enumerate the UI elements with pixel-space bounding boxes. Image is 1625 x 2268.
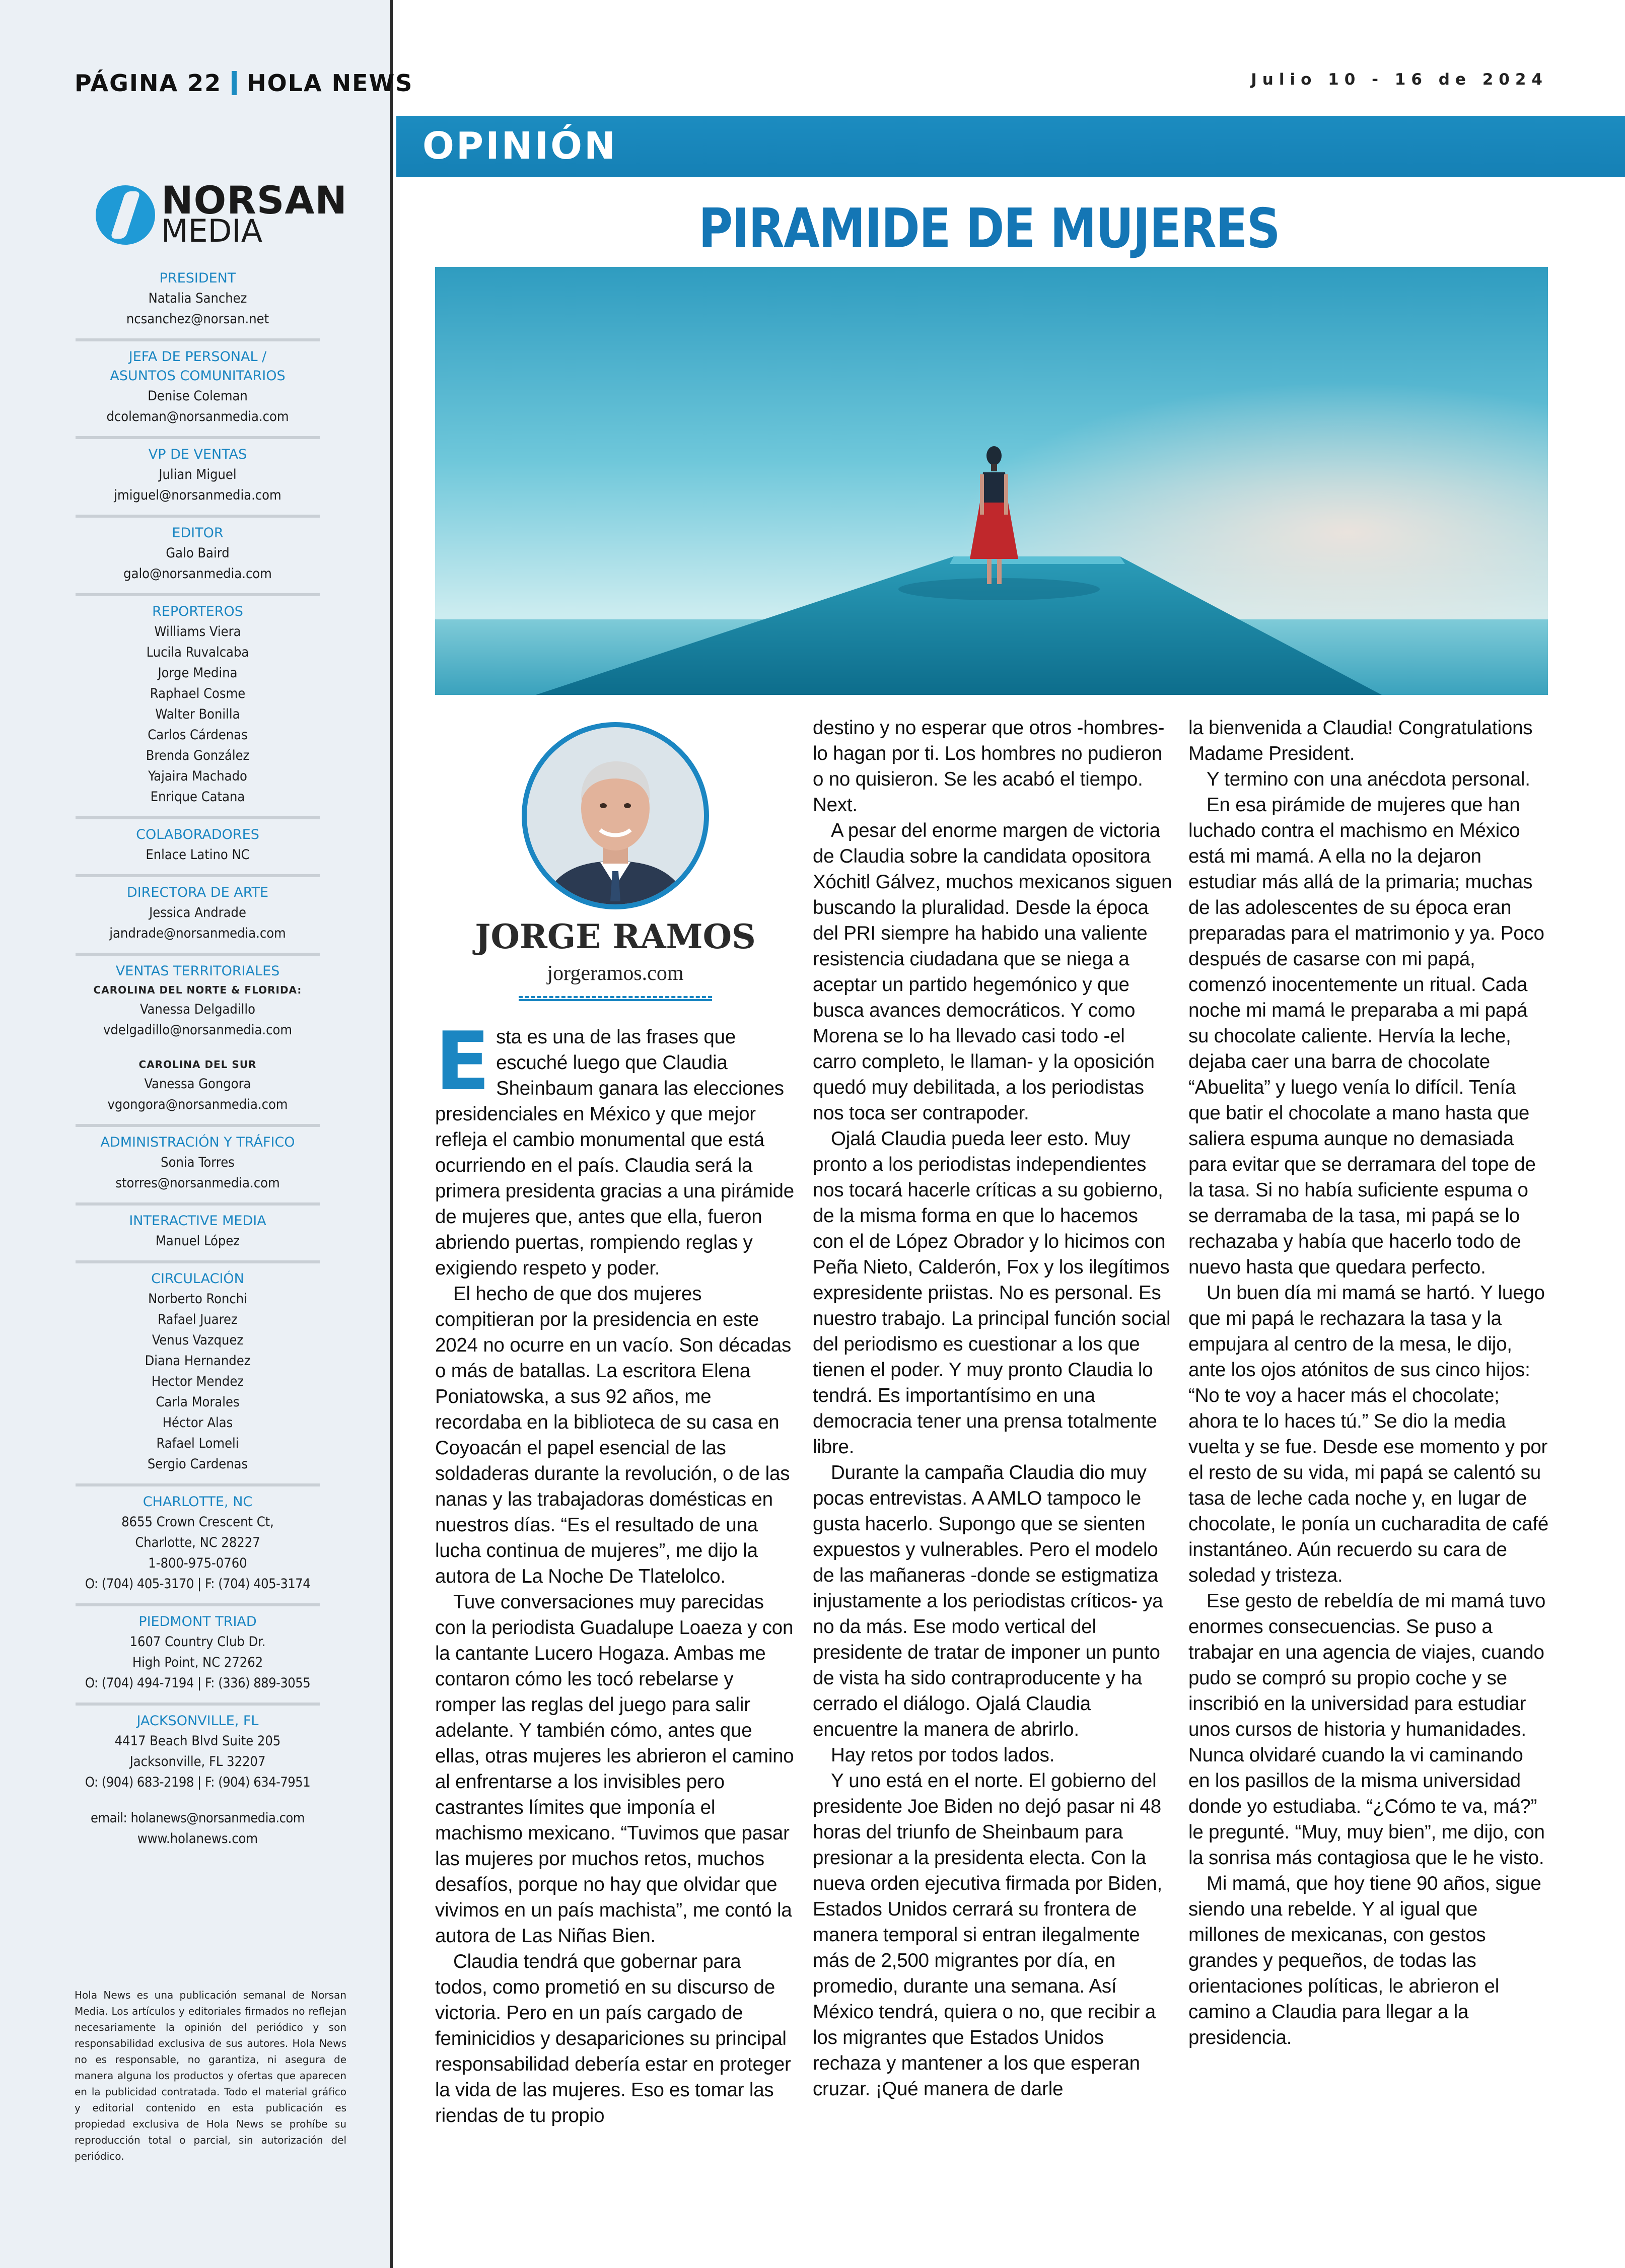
staff-line: Sonia Torres bbox=[161, 1155, 235, 1170]
staff-line: Vanessa Gongora bbox=[144, 1076, 251, 1092]
article-paragraph: A pesar del enorme margen de victoria de Claudia sobre la candidata opositora Xóchitl Gálvez, muchos mexicanos siguen buscando la pluralidad. Desde la época del PRI siempre ha habido una valiente resistencia ciudadana que se niega a aceptar un partido hegemónico y que busca avances democráticos. Y como Morena se lo ha llevado casi todo -el carro completo, le llaman- y la oposición quedó muy debilitada, a los periodistas nos toca ser contrapoder. bbox=[813, 820, 1172, 1124]
staff-line: Héctor Alas bbox=[162, 1415, 233, 1431]
staff-line: Williams Viera bbox=[154, 624, 241, 640]
staff-line: High Point, NC 27262 bbox=[132, 1655, 263, 1670]
staff-directory bbox=[76, 263, 320, 1858]
staff-block bbox=[76, 518, 320, 596]
staff-role: VENTAS TERRITORIALES bbox=[115, 963, 280, 979]
staff-line: Denise Coleman bbox=[148, 388, 248, 404]
staff-block bbox=[76, 1206, 320, 1263]
staff-line: Jessica Andrade bbox=[149, 905, 246, 920]
staff-block bbox=[76, 956, 320, 1049]
staff-line: Carla Morales bbox=[156, 1394, 240, 1410]
staff-subrole: CAROLINA DEL SUR bbox=[138, 1058, 257, 1071]
article-text: sta es una de las frases que escuché luego que Claudia Sheinbaum ganara las elecciones presidenciales en México y que mejor refleja el cambio monumental que está ocurriendo en el país. Claudia será la primera presidenta gracias a una pirámide de mujeres que, antes que ella, fueron abriendo puertas, rompiendo reglas y exigiendo respeto y poder. bbox=[435, 1026, 794, 1279]
staff-line: Yajaira Machado bbox=[148, 768, 247, 784]
logo-name: NORSAN bbox=[161, 178, 347, 223]
page-label bbox=[75, 69, 413, 97]
staff-role: ADMINISTRACIÓN Y TRÁFICO bbox=[100, 1135, 295, 1150]
article-headline: PIRAMIDE DE MUJERES bbox=[698, 197, 1280, 260]
staff-role: REPORTEROS bbox=[152, 604, 243, 619]
staff-line: Jorge Medina bbox=[158, 665, 238, 681]
staff-line: O: (904) 683-2198 | F: (904) 634-7951 bbox=[85, 1775, 311, 1790]
staff-line: 4417 Beach Blvd Suite 205 bbox=[114, 1733, 281, 1749]
staff-block bbox=[76, 1049, 320, 1127]
staff-role: CHARLOTTE, NC bbox=[143, 1494, 253, 1510]
staff-line: Norberto Ronchi bbox=[148, 1291, 247, 1307]
section-title: OPINIÓN bbox=[422, 124, 617, 168]
staff-role: DIRECTORA DE ARTE bbox=[126, 885, 269, 900]
staff-line: Venus Vazquez bbox=[152, 1332, 244, 1348]
article-paragraph: Y uno está en el norte. El gobierno del presidente Joe Biden no dejó pasar ni 48 horas del triunfo de Sheinbaum para presionar a la presidenta electa. Con la nueva orden ejecutiva firmada por Biden, Estados Unidos cerrará su frontera de manera temporal si entran ilegalmente más de 2,500 migrantes por día, en promedio, durante una semana. Así México tendrá, quiera o no, que recibir a los migrantes que Estados Unidos rechaza y mantener a los que esperan cruzar. ¡Qué manera de darle bbox=[813, 1770, 1162, 2100]
article-paragraph: Ese gesto de rebeldía de mi mamá tuvo enormes consecuencias. Se puso a trabajar en una agencia de viajes, cuando pudo se compró su propio coche y se inscribió en la universidad para estudiar unos cursos de historia y humanidades. Nunca olvidaré cuando la vi caminando en los pasillos de la misma universidad donde yo estudiaba. “¿Cómo te va, má?” le pregunté. “Muy, muy bien”, me dijo, con la sonrisa más contagiosa que le he visto. bbox=[1188, 1590, 1546, 1869]
author-box bbox=[435, 715, 793, 1017]
staff-line: Manuel López bbox=[155, 1233, 240, 1249]
article-paragraph: El hecho de que dos mujeres compitieran por la presidencia en este 2024 no ocurre en un vacío. Son décadas o más de batallas. La escritora Elena Poniatowska, a sus 92 años, me recordaba en la biblioteca de su casa en Coyoacán el papel esencial de las soldaderas durante la revolución, o de las nanas y las trabajadoras domésticas en nuestros días. “Es el resultado de una lucha continua de mujeres”, me dijo la autora de La Noche De Tlatelolco. bbox=[435, 1283, 792, 1587]
staff-role: EDITOR bbox=[172, 525, 224, 541]
article-column-1 bbox=[435, 1014, 796, 2129]
staff-role: JACKSONVILLE, FL bbox=[136, 1713, 259, 1729]
staff-role: ASUNTOS COMUNITARIOS bbox=[110, 368, 286, 384]
staff-line: Vanessa Delgadillo bbox=[140, 1002, 255, 1017]
staff-role: PRESIDENT bbox=[159, 270, 236, 286]
article-paragraph bbox=[435, 1014, 796, 1281]
staff-role: INTERACTIVE MEDIA bbox=[129, 1213, 266, 1229]
staff-contact-link[interactable]: jandrade@norsanmedia.com bbox=[109, 926, 286, 941]
disclaimer: Hola News es una publicación semanal de Norsan Media. Los artículos y editoriales firmados no reflejan necesariamente la opinión del periódico y son responsabilidad exclusiva de sus autores. Hola News no es responsable, no garantiza, ni asegura de manera alguna los productos y ofertas que aparecen en la publicidad contratada. Todo el material gráfico y editorial contenido en esta publicación es propiedad exclusiva de Hola News se prohíbe su reproducción total o parcial, sin autorización del periódico. bbox=[75, 1989, 346, 2162]
article-paragraph: En esa pirámide de mujeres que han luchado contra el machismo en México está mi mamá. A ella no la dejaron estudiar más allá de la primaria; muchas de las adolescentes de su época eran preparadas para el matrimonio y ya. Poco después de casarse con mi papá, comenzó inocentemente un ritual. Cada noche mi mamá le preparaba a mi papá su chocolate caliente. Hervía la leche, dejaba caer una barra de chocolate “Abuelita” y luego venía lo difícil. Tenía que batir el chocolate a mano hasta que saliera espuma aunque no demasiada para evitar que se derramara del tope de la tasa. Si no había suficiente espuma o se derramaba de la tasa, mi papá se lo rechazaba y había que hacerlo todo de nuevo hasta que quedara perfecto. bbox=[1188, 794, 1544, 1278]
staff-block bbox=[76, 263, 320, 341]
staff-role: COLABORADORES bbox=[136, 827, 259, 842]
publication-name: HOLA NEWS bbox=[247, 69, 413, 97]
author-website[interactable]: jorgeramos.com bbox=[547, 962, 684, 985]
staff-line: O: (704) 494-7194 | F: (336) 889-3055 bbox=[85, 1675, 311, 1691]
staff-line: O: (704) 405-3170 | F: (704) 405-3174 bbox=[85, 1576, 311, 1592]
staff-line: Brenda González bbox=[146, 748, 250, 763]
staff-role: PIEDMONT TRIAD bbox=[138, 1614, 257, 1629]
staff-line: Rafael Juarez bbox=[158, 1312, 238, 1327]
section-banner bbox=[396, 116, 1625, 177]
article-paragraph: destino y no esperar que otros -hombres- lo hagan por ti. Los hombres no pudieron o no quisieron. Se les acabó el tiempo. Next. bbox=[813, 717, 1165, 816]
staff-line: Raphael Cosme bbox=[150, 686, 246, 701]
staff-contact-link[interactable]: vdelgadillo@norsanmedia.com bbox=[103, 1022, 293, 1038]
staff-block bbox=[76, 1127, 320, 1206]
staff-contact-link[interactable]: www.holanews.com bbox=[137, 1831, 258, 1847]
article-paragraph: Y termino con una anécdota personal. bbox=[1207, 768, 1530, 790]
staff-block bbox=[76, 1606, 320, 1706]
staff-line: Galo Baird bbox=[166, 545, 230, 561]
article-paragraph: la bienvenida a Claudia! Congratulations Madame President. bbox=[1188, 717, 1533, 764]
staff-contact-link[interactable]: email: holanews@norsanmedia.com bbox=[91, 1810, 305, 1826]
staff-block bbox=[76, 877, 320, 956]
staff-line: Rafael Lomeli bbox=[156, 1436, 239, 1451]
staff-line: Carlos Cárdenas bbox=[148, 727, 248, 743]
staff-contact-link[interactable]: jmiguel@norsanmedia.com bbox=[114, 487, 281, 503]
article-paragraph: Un buen día mi mamá se hartó. Y luego que mi papá le rechazara la tasa y la empujara al centro de la mesa, le dijo, ante los ojos atónitos de sus cinco hijos: “No te voy a hacer más el chocolate; ahora te lo haces tú.” Se dio la media vuelta y se fue. Desde ese momento y por el resto de su vida, mi papá se calentó su tasa de leche cada noche y, en lugar de chocolate, le ponía un cucharadita de café instantáneo. Aún recuerdo su cara de soledad y tristeza. bbox=[1188, 1282, 1549, 1586]
staff-contact-link[interactable]: galo@norsanmedia.com bbox=[123, 566, 272, 582]
staff-line: Sergio Cardenas bbox=[147, 1456, 248, 1472]
issue-date: Julio 10 - 16 de 2024 bbox=[1251, 70, 1548, 89]
staff-block bbox=[76, 819, 320, 877]
staff-line: 8655 Crown Crescent Ct, bbox=[121, 1514, 274, 1530]
staff-block bbox=[76, 596, 320, 819]
staff-line: Jacksonville, FL 32207 bbox=[129, 1754, 266, 1769]
staff-role: CIRCULACIÓN bbox=[151, 1271, 244, 1287]
page-label-divider bbox=[232, 71, 237, 95]
author-name: JORGE RAMOS bbox=[475, 917, 756, 956]
staff-line: Julian Miguel bbox=[159, 467, 237, 482]
logo-sub: MEDIA bbox=[161, 212, 263, 249]
staff-contact-link[interactable]: vgongora@norsanmedia.com bbox=[107, 1097, 288, 1112]
article-paragraph: Claudia tendrá que gobernar para todos, como prometió en su discurso de victoria. Pero en un país cargado de feminicidios y desapariciones su principal responsabilidad debería estar en proteger la vida de las mujeres. Eso es tomar las riendas de tu propio bbox=[435, 1951, 791, 2127]
staff-block bbox=[76, 1802, 320, 1858]
article-column-2 bbox=[813, 715, 1173, 2102]
staff-role: JEFA DE PERSONAL / bbox=[128, 349, 267, 365]
staff-line: Walter Bonilla bbox=[155, 706, 240, 722]
article-paragraph: Hay retos por todos lados. bbox=[831, 1744, 1055, 1766]
staff-line: Natalia Sanchez bbox=[148, 291, 247, 306]
staff-line: Enlace Latino NC bbox=[146, 847, 250, 863]
staff-subrole: CAROLINA DEL NORTE & FLORIDA: bbox=[93, 984, 302, 996]
article-column-3 bbox=[1188, 715, 1549, 2050]
staff-contact-link[interactable]: ncsanchez@norsan.net bbox=[126, 311, 269, 327]
article-paragraph: Durante la campaña Claudia dio muy pocas entrevistas. A AMLO tampoco le gusta hacerlo. Supongo que se sienten expuestos y vulnerables. Pero el modelo de las mañaneras -donde se estigmatiza injustamente a los periodistas críticos- ya no da más. Ese modo vertical del presidente de tratar de imponer un punto de vista ha sido contraproducente y ha cerrado el diálogo. Ojalá Claudia encuentre la manera de abrirlo. bbox=[813, 1462, 1163, 1740]
staff-line: 1607 Country Club Dr. bbox=[129, 1634, 266, 1650]
staff-line: Charlotte, NC 28227 bbox=[135, 1535, 260, 1550]
staff-block bbox=[76, 1706, 320, 1802]
hero-illustration bbox=[435, 267, 1548, 695]
staff-line: Diana Hernandez bbox=[145, 1353, 251, 1369]
staff-line: Hector Mendez bbox=[151, 1374, 244, 1389]
page-number: PÁGINA 22 bbox=[75, 69, 222, 97]
staff-line: 1-800-975-0760 bbox=[148, 1555, 247, 1571]
staff-contact-link[interactable]: dcoleman@norsanmedia.com bbox=[106, 409, 289, 424]
author-divider bbox=[519, 996, 712, 1001]
article-paragraph: Mi mamá, que hoy tiene 90 años, sigue siendo una rebelde. Y al igual que millones de mexicanas, con gestos grandes y pequeños, de todas las orientaciones políticas, le abrieron el camino a Claudia para llegar a la presidencia. bbox=[1188, 1873, 1541, 2048]
drop-cap: E bbox=[435, 1014, 490, 1108]
staff-contact-link[interactable]: storres@norsanmedia.com bbox=[115, 1175, 280, 1191]
article-paragraph: Tuve conversaciones muy parecidas con la periodista Guadalupe Loaeza y con la cantante Lucero Hogaza. Ambas me contaron cómo les tocó rebelarse y romper las reglas del juego para salir adelante. Y también cómo, antes que ellas, otras mujeres les abrieron el camino al enfrentarse a los invisibles pero castrantes límites que imponía el machismo mexicano. “Tuvimos que pasar las mujeres por muchos retos, muchos desafíos, porque no hay que olvidar que vivimos en un país machista”, me contó la autora de Las Niñas Bien. bbox=[435, 1591, 794, 1947]
staff-line: Lucila Ruvalcaba bbox=[146, 645, 249, 660]
staff-block bbox=[76, 1486, 320, 1606]
staff-block bbox=[76, 341, 320, 439]
staff-role: VP DE VENTAS bbox=[148, 447, 247, 462]
staff-block bbox=[76, 439, 320, 518]
masthead-sidebar bbox=[0, 0, 413, 2268]
norsan-media-logo bbox=[96, 178, 347, 249]
article-paragraph: Ojalá Claudia pueda leer esto. Muy pronto a los periodistas independientes nos tocará hacerle críticas a su gobierno, de la misma forma en que lo hacemos con el de López Obrador y lo hicimos con Peña Nieto, Calderón, Fox y los ilegítimos expresidente priistas. No es personal. Es nuestro trabajo. La principal función social del periodismo es cuestionar a los que tienen el poder. Y muy pronto Claudia lo tendrá. Es importantísimo en una democracia tener una prensa totalmente libre. bbox=[813, 1128, 1171, 1458]
author-portrait bbox=[520, 720, 711, 911]
staff-block bbox=[76, 1263, 320, 1486]
norsan-logo-icon bbox=[96, 185, 155, 245]
staff-line: Enrique Catana bbox=[150, 789, 245, 805]
